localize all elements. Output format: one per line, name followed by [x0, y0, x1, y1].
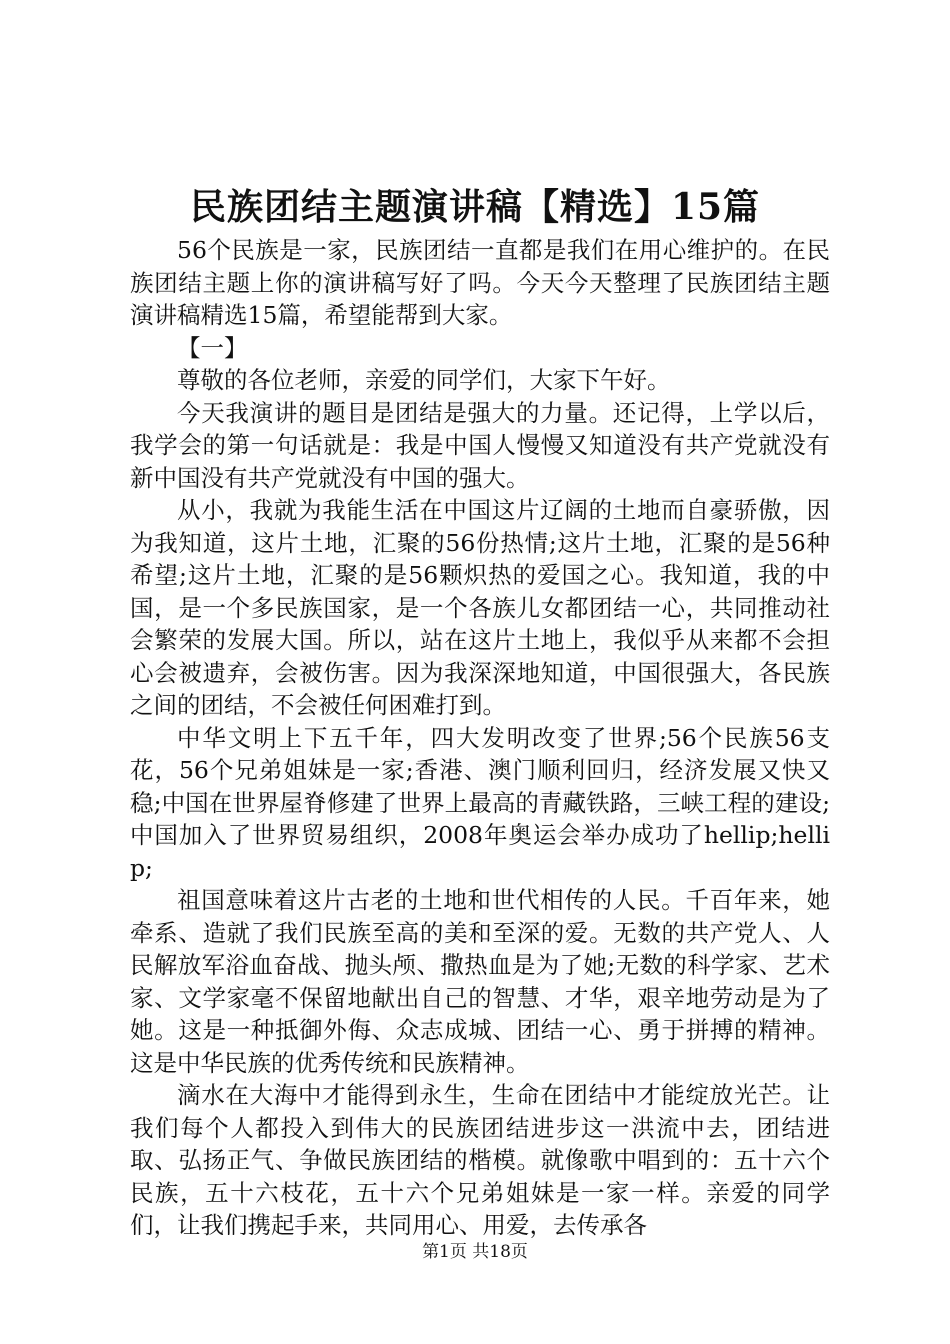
paragraph: 中华文明上下五千年，四大发明改变了世界;56个民族56支花，56个兄弟姐妹是一家;香港、澳门顺利回归，经济发展又快又稳;中国在世界屋脊修建了世界上最高的青藏铁路，三峡工程的建设;中国加入了世界贸易组织，2008年奥运会举办成功了hellip;hellip;	[130, 723, 830, 882]
paragraph: 今天我演讲的题目是团结是强大的力量。还记得，上学以后，我学会的第一句话就是：我是中国人慢慢又知道没有共产党就没有新中国没有共产党就没有中国的强大。	[130, 398, 830, 492]
section-heading: 【一】	[177, 333, 248, 362]
paragraph: 祖国意味着这片古老的土地和世代相传的人民。千百年来，她牵系、造就了我们民族至高的美和至深的爱。无数的共产党人、人民解放军浴血奋战、抛头颅、撒热血是为了她;无数的科学家、艺术家、文学家毫不保留地献出自己的智慧、才华，艰辛地劳动是为了她。这是一种抵御外侮、众志成城、团结一心、勇于拼搏的精神。这是中华民族的优秀传统和民族精神。	[130, 886, 830, 1077]
document-body	[130, 234, 830, 1242]
paragraph-greeting: 尊敬的各位老师，亲爱的同学们，大家下午好。	[177, 366, 671, 394]
paragraph-intro: 56个民族是一家，民族团结一直都是我们在用心维护的。在民族团结主题上你的演讲稿写好了吗。今天今天整理了民族团结主题演讲稿精选15篇，希望能帮到大家。	[130, 236, 830, 329]
paragraph: 滴水在大海中才能得到永生，生命在团结中才能绽放光芒。让我们每个人都投入到伟大的民族团结进步这一洪流中去，团结进取、弘扬正气、争做民族团结的楷模。就像歌中唱到的：五十六个民族，五十六枝花，五十六个兄弟姐妹是一家一样。亲爱的同学们，让我们携起手来，共同用心、用爱，去传承各	[130, 1081, 830, 1239]
document-title: 民族团结主题演讲稿【精选】15篇	[189, 186, 761, 228]
paragraph: 从小，我就为我能生活在中国这片辽阔的土地而自豪骄傲，因为我知道，这片土地，汇聚的56份热情;这片土地，汇聚的是56种希望;这片土地，汇聚的是56颗炽热的爱国之心。我知道，我的中国，是一个多民族国家，是一个各族儿女都团结一心，共同推动社会繁荣的发展大国。所以，站在这片土地上，我似乎从来都不会担心会被遗弃，会被伤害。因为我深深地知道，中国很强大，各民族之间的团结，不会被任何困难打到。	[130, 496, 830, 719]
page-number-footer: 第1页 共18页	[422, 1242, 528, 1262]
